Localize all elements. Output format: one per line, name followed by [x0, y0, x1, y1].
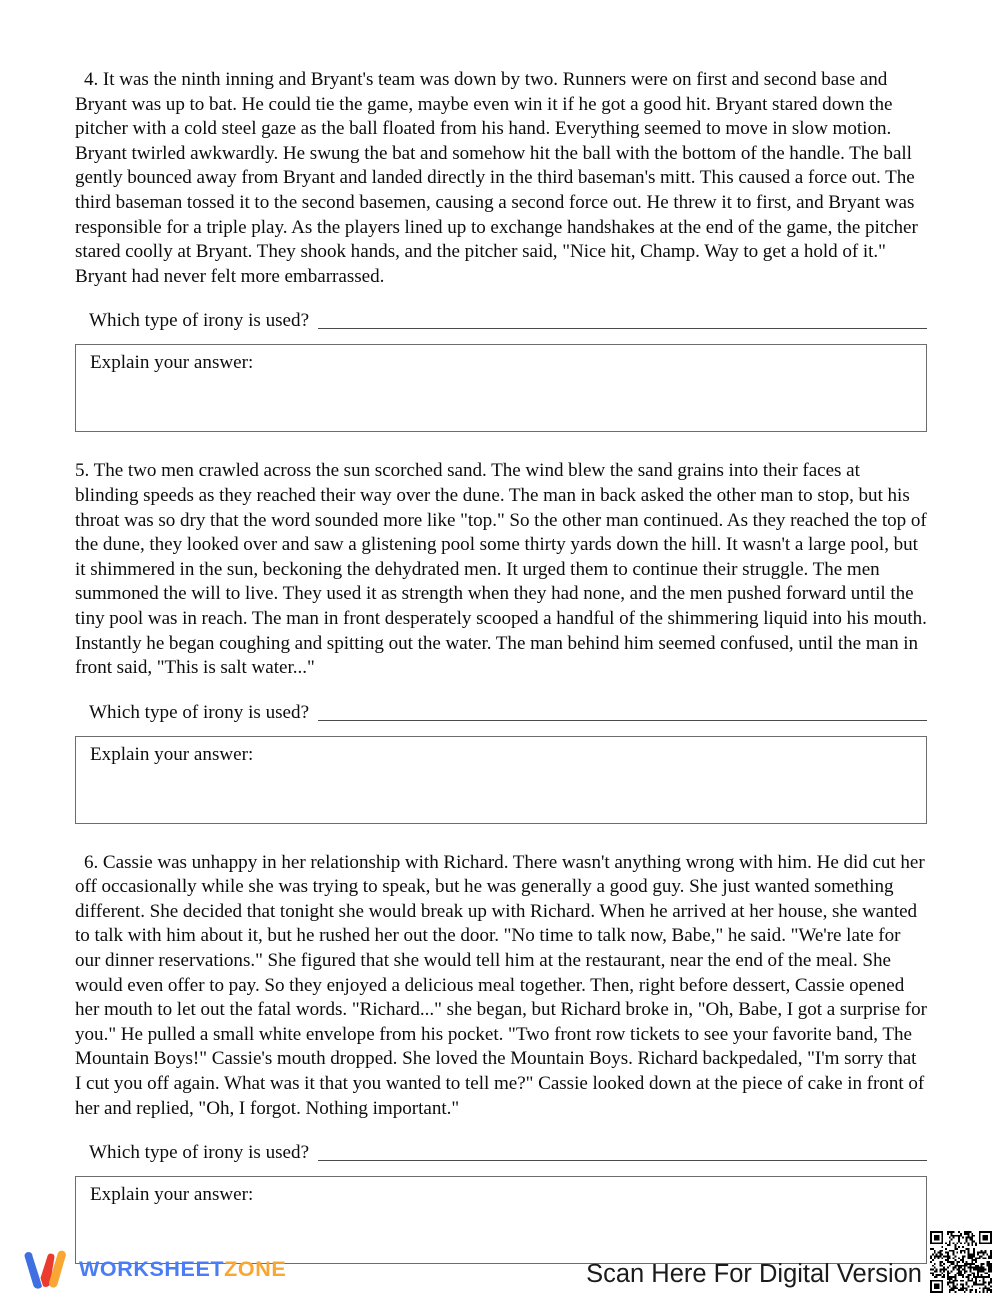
answer-blank-line[interactable] — [318, 720, 927, 721]
question-label: Which type of irony is used? — [89, 1142, 310, 1164]
qr-code[interactable] — [928, 1231, 994, 1293]
passage-text: 6. Cassie was unhappy in her relationship with Richard. There wasn't anything wrong with him. He did cut her off occasionally while she was trying to speak, but he was generally a good guy. She just wanted something different. She decided that tonight she would break up with Richard. When he arrived at her house, she wanted to talk with him about it, but he rushed her out the door. "No time to talk now, Babe," he said. "We're late for our dinner reservations." She figured that she would tell him at the restaurant, near the end of the meal. She would even offer to pay. So they enjoyed a delicious meal together. Then, right before dessert, Cassie opened her mouth to let out the fatal words. "Richard..." she began, but Richard broke in, "Oh, Babe, I got a surprise for you." He pulled a small white envelope from his pocket. "Two front row tickets to see your favorite band, The Mountain Boys!" Cassie's mouth dropped. She loved the Mountain Boys. Richard backpedaled, "I'm sorry that I cut you off again. What was it that you wanted to tell me?" Cassie looked down at the piece of cake in front of her and replied, "Oh, I forgot. Nothing important." — [75, 851, 928, 1119]
spacer — [75, 725, 927, 736]
explain-answer-box[interactable] — [75, 736, 927, 824]
worksheet-content — [75, 68, 927, 1264]
spacer — [75, 1121, 927, 1141]
answer-blank-line[interactable] — [318, 328, 927, 329]
answer-blank-line[interactable] — [318, 1160, 927, 1161]
worksheet-item-4 — [75, 68, 927, 459]
explain-prompt-label: Explain your answer: — [90, 352, 254, 374]
scan-here-text: Scan Here For Digital Version — [586, 1259, 922, 1288]
spacer — [75, 289, 927, 309]
worksheet-item-6 — [75, 851, 927, 1265]
question-row — [75, 309, 927, 333]
question-row — [75, 1141, 927, 1165]
explain-answer-box[interactable] — [75, 344, 927, 432]
explain-prompt-label: Explain your answer: — [90, 1184, 254, 1206]
brand-worksheet-text: WORKSHEET — [79, 1257, 225, 1282]
question-label: Which type of irony is used? — [89, 701, 310, 723]
worksheet-item-5 — [75, 459, 927, 850]
worksheet-zone-logo-icon — [22, 1248, 68, 1292]
spacer — [75, 333, 927, 344]
explain-prompt-label: Explain your answer: — [90, 743, 254, 765]
passage-text: 4. It was the ninth inning and Bryant's team was down by two. Runners were on first and second base and Bryant was up to bat. He could tie the game, maybe even win it if he got a good hit. Bryant stared down the pitcher with a cold steel gaze as the ball floated from his hand. Everything seemed to move in slow motion. Bryant twirled awkwardly. He swung the bat and somehow hit the ball with the bottom of the handle. The ball gently bounced away from Bryant and landed directly in the third baseman's mitt. This caused a force out. The third baseman tossed it to the second basemen, causing a second force out. He threw it to first, and Bryant was responsible for a triple play. As the players lined up to exchange handshakes at the end of the game, the pitcher stared coolly at Bryant. They shook hands, and the pitcher said, "Nice hit, Champ. Way to get a hold of it." Bryant had never felt more embarrassed. — [75, 69, 918, 287]
brand-logo[interactable] — [22, 1248, 286, 1292]
spacer — [75, 432, 927, 459]
passage-text: 5. The two men crawled across the sun scorched sand. The wind blew the sand grains into their faces at blinding speeds as they reached their way over the dune. The man in back asked the other man to stop, but his throat was so dry that the word sounded more like "top." So the other man continued. As they reached the top of the dune, they looked over and saw a glistening pool some thirty yards down the hill. It wasn't a large pool, but it shimmered in the sun, beckoning the dehydrated men. It urged them to continue their struggle. The men summoned the will to live. They used it as strength when they had none, and the men pushed forward until the tiny pool was in reach. The man in front desperately scooped a handful of the shimmering liquid into his mouth. Instantly he began coughing and spitting out the water. The man behind him seemed confused, until the man in front said, "This is salt water..." — [75, 460, 927, 679]
question-label: Which type of irony is used? — [89, 310, 310, 332]
spacer — [75, 681, 927, 701]
question-row — [75, 701, 927, 725]
spacer — [75, 1165, 927, 1176]
brand-wordmark — [79, 1259, 286, 1281]
spacer — [75, 824, 927, 851]
page-footer — [0, 1232, 1000, 1294]
brand-zone-text: ZONE — [224, 1257, 287, 1282]
